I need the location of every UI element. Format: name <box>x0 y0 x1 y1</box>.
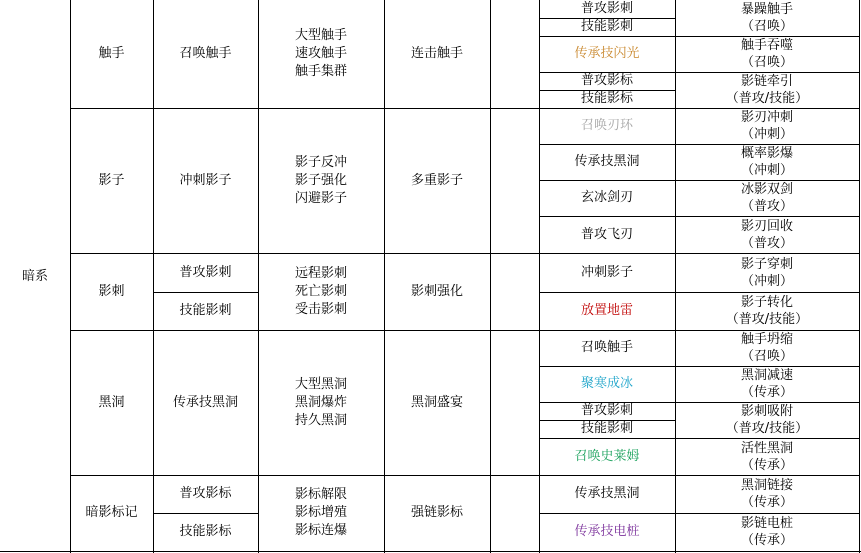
category-label: 暗系 <box>21 268 48 284</box>
combo-skill: 影刺强化 <box>410 283 463 299</box>
combo-skill: 多重影子 <box>410 172 463 188</box>
sub-skill: 召唤触手 <box>179 46 232 61</box>
trigger-cell: 普攻影标 <box>580 73 633 88</box>
skill-list: 大型触手 速攻触手 触手集群 <box>294 28 347 79</box>
combo-skill: 黑洞盛宴 <box>410 394 463 410</box>
skill-list: 远程影刺 死亡影刺 受击影刺 <box>294 265 347 317</box>
sub-skill: 传承技黑洞 <box>172 394 238 410</box>
sub-skill: 技能影标 <box>179 524 232 539</box>
effect-cell: 影刺吸附 （普攻/技能） <box>725 404 809 436</box>
group-label: 触手 <box>98 46 125 61</box>
group-label: 影刺 <box>98 283 125 299</box>
trigger-cell: 召唤史莱姆 <box>574 448 640 464</box>
combo-skill: 强链影标 <box>410 505 463 520</box>
trigger-cell: 技能影刺 <box>580 19 633 34</box>
effect-cell: 概率影爆 （冲刺） <box>740 146 793 178</box>
trigger-cell: 召唤触手 <box>580 340 633 355</box>
trigger-cell: 玄冰剑刃 <box>580 190 633 205</box>
skill-list: 影子反冲 影子强化 闪避影子 <box>294 154 347 206</box>
sub-skill: 普攻影标 <box>179 486 232 501</box>
skill-list: 影标解限 影标增殖 影标连爆 <box>294 487 347 538</box>
effect-cell: 影刃冲刺 （冲刺） <box>740 110 793 142</box>
effect-cell: 影刃回收 （普攻） <box>740 218 793 251</box>
group-label: 影子 <box>98 172 125 188</box>
group-label: 黑洞 <box>98 394 125 410</box>
trigger-cell: 放置地雷 <box>580 303 633 318</box>
sub-skill: 普攻影刺 <box>179 264 232 280</box>
trigger-cell: 召唤刃环 <box>580 118 633 133</box>
combo-skill: 连击触手 <box>410 46 463 61</box>
skill-list: 大型黑洞 黑洞爆炸 持久黑洞 <box>294 376 347 428</box>
trigger-cell: 传承技电桩 <box>574 524 640 539</box>
grid-line <box>490 0 491 553</box>
effect-cell: 影子转化 （普攻/技能） <box>725 295 809 327</box>
trigger-cell: 传承技闪光 <box>574 46 640 61</box>
sub-skill: 技能影刺 <box>179 303 232 318</box>
trigger-cell: 普攻影刺 <box>580 403 633 418</box>
trigger-cell: 聚寒成冰 <box>580 376 633 391</box>
grid-line <box>0 551 861 552</box>
effect-cell: 影链电桩 （传承） <box>740 516 793 548</box>
effect-cell: 活性黑洞 （传承） <box>740 440 793 473</box>
effect-cell: 黑洞链接 （传承） <box>740 478 793 510</box>
group-label: 暗影标记 <box>85 505 138 520</box>
trigger-cell: 技能影刺 <box>580 421 633 436</box>
sub-skill: 冲刺影子 <box>179 172 232 188</box>
trigger-cell: 传承技黑洞 <box>574 154 640 169</box>
effect-cell: 影子穿刺 （冲刺） <box>740 256 793 289</box>
trigger-cell: 普攻飞刃 <box>580 226 633 242</box>
effect-cell: 冰影双剑 （普攻） <box>740 182 793 214</box>
grid-line <box>859 0 860 553</box>
trigger-cell: 技能影标 <box>580 91 633 106</box>
trigger-cell: 冲刺影子 <box>580 264 633 280</box>
trigger-cell: 传承技黑洞 <box>574 486 640 501</box>
effect-cell: 暴躁触手 （召唤） <box>740 2 793 34</box>
effect-cell: 触手坍缩 （召唤） <box>740 332 793 364</box>
effect-cell: 黑洞减速 （传承） <box>740 368 793 400</box>
effect-cell: 触手吞噬 （召唤） <box>740 38 793 70</box>
effect-cell: 影链牵引 （普攻/技能） <box>725 74 809 106</box>
trigger-cell: 普攻影刺 <box>580 1 633 16</box>
